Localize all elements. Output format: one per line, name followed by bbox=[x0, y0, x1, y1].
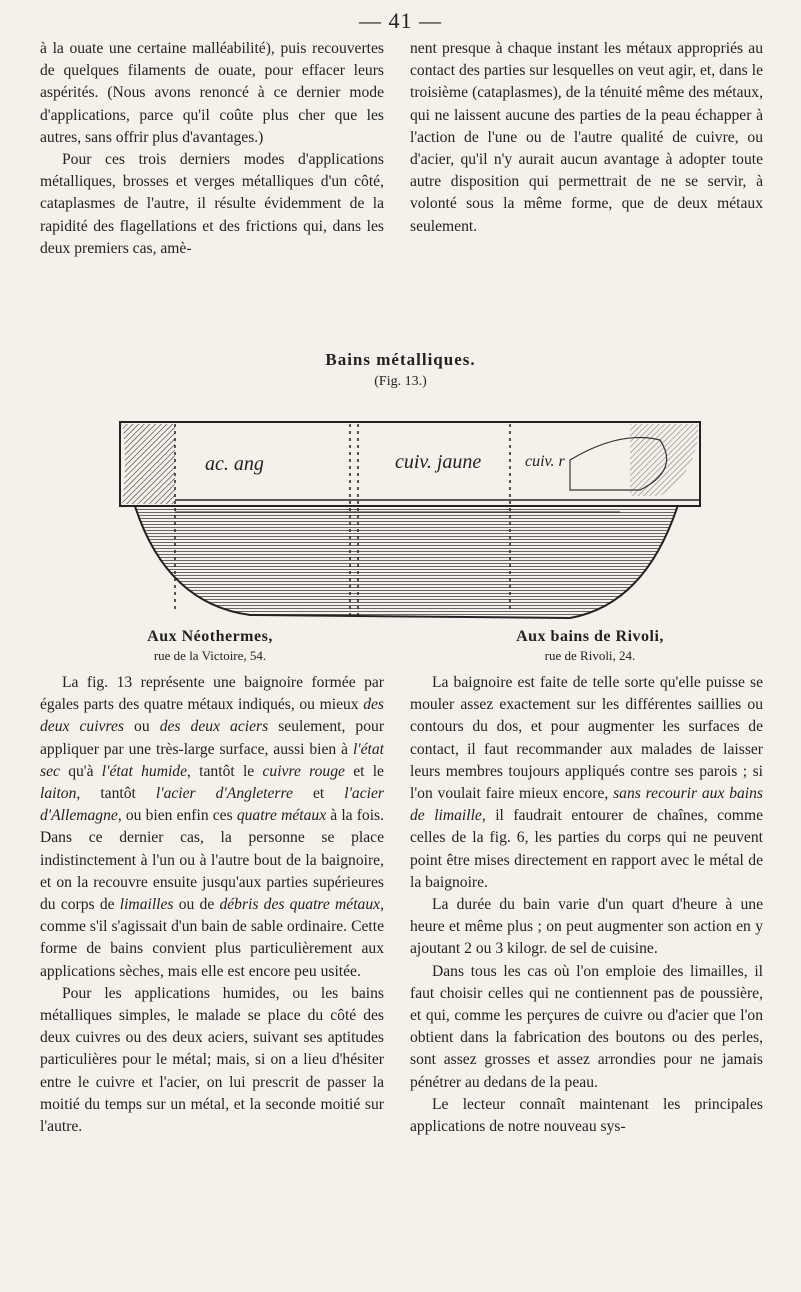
page-number: — 41 — bbox=[359, 8, 442, 33]
paragraph: Pour les applications humides, ou les bains métalliques simples, le malade se place du côté des deux cuivres ou des deux aciers, suivant ses aptitudes particulières pour le métal; mais, si on a lieu d'hésiter entre le cuivre et l'acier, on lui prescrit de passer la moitié du temps sur un métal, et la seconde moitié sur l'autre. bbox=[40, 984, 384, 1136]
section-heading: Bains métalliques. bbox=[325, 350, 476, 369]
paragraph: à la ouate une certaine malléabilité), puis recouvertes de quelques filaments de ouate, pour effacer leurs aspérités. (Nous avons renoncé à ce dernier mode d'applications, parce qu'il coûte plus cher que les autres, sans offrir plus d'avantages.) bbox=[40, 40, 384, 146]
caption-name: Aux Néothermes, bbox=[147, 628, 273, 645]
paragraph: Le lecteur connaît maintenant les principales applications de notre nouveau sys- bbox=[410, 1095, 763, 1136]
bathtub-illustration bbox=[100, 400, 710, 630]
paragraph: Pour ces trois derniers modes d'applications métalliques, brosses et verges métalliques d'un côté, cataplasmes de l'autre, il résulte évidemment de la rapidité des flagellations et des frictions qui, dans les deux premiers cas, amè- bbox=[40, 151, 384, 257]
caption-left bbox=[60, 628, 360, 664]
caption-name: Aux bains de Rivoli, bbox=[516, 628, 664, 645]
bathtub-figure bbox=[100, 400, 710, 630]
inscription-acier: ac. ang bbox=[205, 453, 264, 475]
figure-label: (Fig. 13.) bbox=[374, 374, 427, 389]
inscription-cuivre-jaune: cuiv. jaune bbox=[395, 451, 482, 473]
paragraph: La baignoire est faite de telle sorte qu'elle puisse se mouler assez exactement sur les différentes saillies ou contours du dos, et pour augmenter les surfaces de contact, il faut recommander aux malades de laisser leurs membres toujours appliqués contre ses parois ; si l'on voulait faire mieux encore, sans recourir aux bains de limaille, il faudrait entourer de chaînes, comme celles de la fig. 6, les parties du corps qui ne peuvent point être mises directement en rapport avec le métal de la baignoire. bbox=[410, 674, 763, 891]
top-left-column bbox=[40, 38, 384, 260]
bottom-left-column bbox=[40, 672, 384, 1138]
paragraph: La fig. 13 représente une baignoire formée par égales parts des quatre métaux indiqués, ou mieux des deux cuivres ou des deux aciers seulement, pour appliquer par une très-large surface, aussi bien à l'état sec qu'à l'état humide, tantôt le cuivre rouge et le laiton, tantôt l'acier d'Angleterre et l'acier d'Allemagne, ou bien enfin ces quatre métaux à la fois. Dans ce dernier cas, la personne se place indistinctement à l'un ou à l'autre bout de la baignoire, et on la recouvre ensuite jusqu'aux parties supérieures du corps de limailles ou de débris des quatre métaux, comme s'il s'agissait d'un bain de sable ordinaire. Cette forme de bains convient plus particulièrement aux applications sèches, mais elle est encore peu usitée. bbox=[40, 674, 385, 980]
bottom-right-column bbox=[410, 672, 763, 1138]
paragraph: nent presque à chaque instant les métaux appropriés au contact des parties sur lesquelles on veut agir, et, dans le troisième (cataplasmes), de la ténuité même des métaux, qui ne laissent aucune des parties de la peau échapper à l'action de l'une ou de l'autre qualité de cuivre, ou d'acier, qu'il n'y aurait aucun avantage à adopter toute autre disposition qui permettrait de ne se servir, à volonté sous la même forme, que de deux métaux seulement. bbox=[410, 40, 763, 235]
top-right-column bbox=[410, 38, 763, 238]
headrest-left bbox=[122, 424, 175, 504]
caption-address: rue de la Victoire, 54. bbox=[153, 648, 267, 663]
paragraph: Dans tous les cas où l'on emploie des limailles, il faut choisir celles qui ne contiennent pas de poussière, et qui, comme les perçures de cuivre ou d'acier que l'on obtient dans la fabrication des boutons ou des perles, sont assez grosses et assez arrondies pour ne jamais pénétrer au dedans de la peau. bbox=[410, 962, 763, 1091]
paragraph: La durée du bain varie d'un quart d'heure à une heure et même plus ; on peut augmenter son action en y ajoutant 2 ou 3 kilogr. de sel de cuisine. bbox=[410, 896, 763, 958]
caption-address: rue de Rivoli, 24. bbox=[544, 648, 636, 663]
caption-right bbox=[440, 628, 740, 664]
inscription-cuivre-rouge: cuiv. r bbox=[525, 453, 565, 470]
